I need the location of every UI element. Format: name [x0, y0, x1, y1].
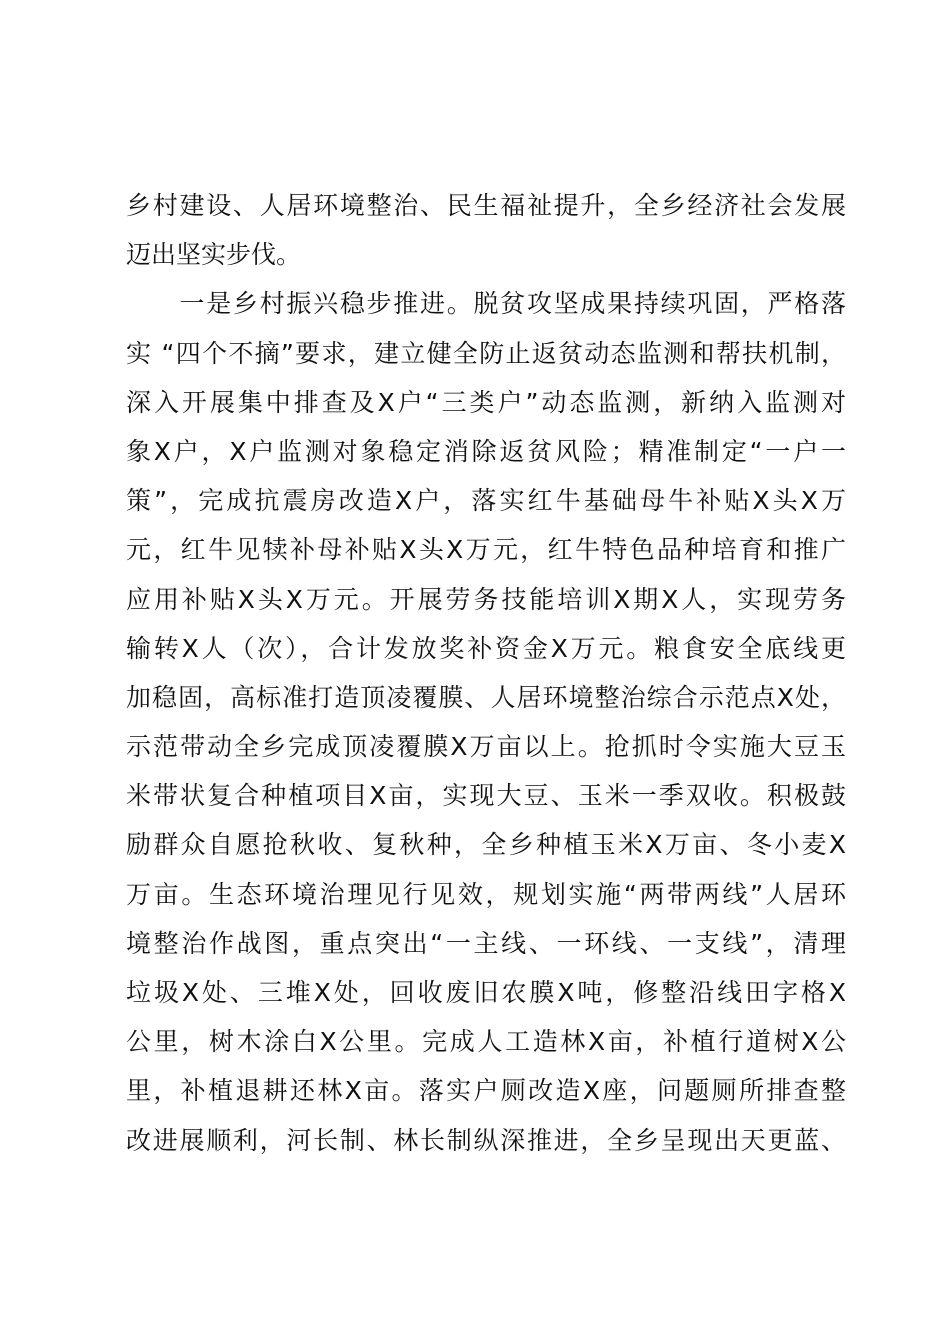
text-line: 示范带动全乡完成顶凌覆膜X万亩以上。抢抓时令实施大豆玉	[126, 732, 846, 762]
text-line: 改进展顺利，河长制、林长制纵深推进，全乡呈现出天更蓝、	[126, 1125, 846, 1155]
text-line: 加稳固，高标准打造顶凌覆膜、人居环境整治综合示范点X处，	[126, 682, 846, 712]
text-line: 境整治作战图，重点突出“一主线、一环线、一支线”，清理	[126, 928, 846, 958]
text-line: 元，红牛见犊补母补贴X头X万元，红牛特色品种培育和推广	[126, 535, 846, 565]
text-line: 策”，完成抗震房改造X户，落实红牛基础母牛补贴X头X万	[126, 486, 846, 516]
text-line: 一是乡村振兴稳步推进。脱贫攻坚成果持续巩固，严格落	[126, 289, 846, 319]
text-line: 公里，树木涂白X公里。完成人工造林X亩，补植行道树X公	[126, 1027, 846, 1057]
text-line: 乡村建设、人居环境整治、民生福祉提升，全乡经济社会发展	[126, 191, 846, 220]
text-line: 深入开展集中排查及X户“三类户”动态监测，新纳入监测对	[126, 387, 846, 417]
text-line: 迈出坚实步伐。	[126, 240, 302, 270]
text-line: 输转X人（次），合计发放奖补资金X万元。粮食安全底线更	[126, 633, 846, 663]
body-text	[126, 181, 846, 1165]
text-line: 垃圾X处、三堆X处，回收废旧农膜X吨，修整沿线田字格X	[126, 978, 846, 1007]
text-line: 万亩。生态环境治理见行见效，规划实施“两带两线”人居环	[126, 879, 846, 909]
text-line: 象X户，X户监测对象稳定消除返贫风险；精准制定“一户一	[126, 436, 846, 466]
text-line: 应用补贴X头X万元。开展劳务技能培训X期X人，实现劳务	[126, 584, 846, 614]
text-line: 米带状复合种植项目X亩，实现大豆、玉米一季双收。积极鼓	[126, 781, 846, 811]
text-line: 励群众自愿抢秋收、复秋种，全乡种植玉米X万亩、冬小麦X	[126, 830, 846, 860]
text-line: 里，补植退耕还林X亩。落实户厕改造X座，问题厕所排查整	[126, 1076, 846, 1106]
text-line: 实 “四个不摘”要求，建立健全防止返贫动态监测和帮扶机制，	[126, 338, 846, 368]
